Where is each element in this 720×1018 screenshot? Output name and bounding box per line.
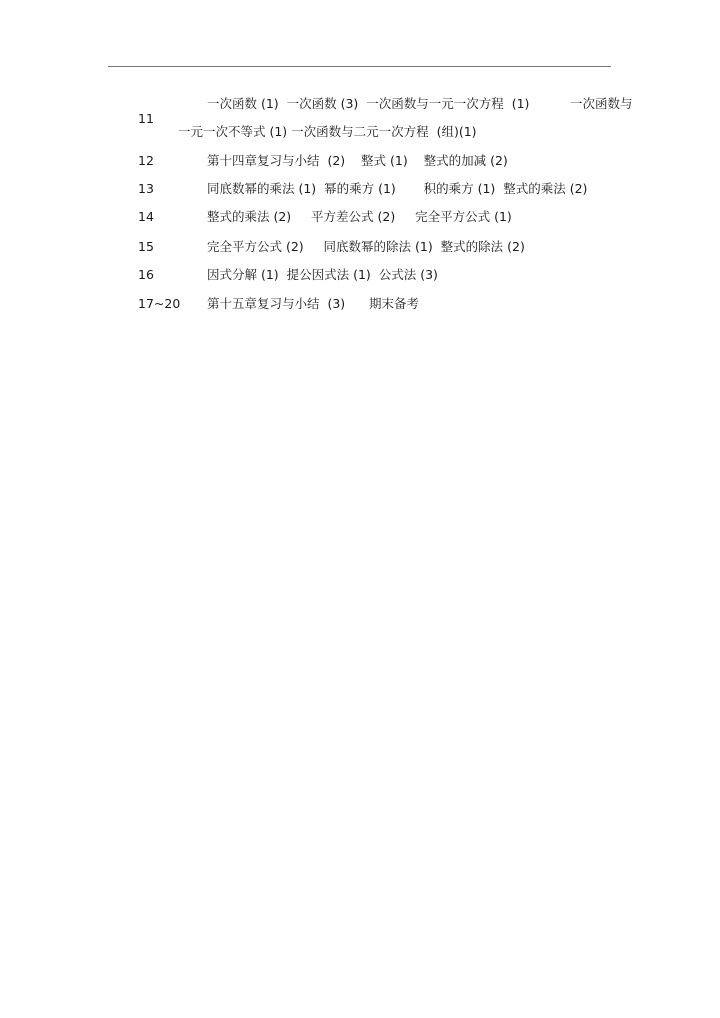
week-content: 同底数幂的乘法 (1) 幂的乘方 (1) 积的乘方 (1) 整式的乘法 (2)	[207, 181, 588, 196]
week-content-line-1-end: 一次函数与	[570, 96, 633, 111]
week-number: 13	[138, 181, 154, 196]
week-content: 第十五章复习与小结 (3) 期末备考	[207, 296, 419, 311]
week-content: 因式分解 (1) 提公因式法 (1) 公式法 (3)	[207, 267, 438, 282]
week-content: 整式的乘法 (2) 平方差公式 (2) 完全平方公式 (1)	[207, 209, 512, 224]
week-content-line-1: 一次函数 (1) 一次函数 (3) 一次函数与一元一次方程 (1)	[207, 96, 530, 111]
week-number: 16	[138, 267, 154, 282]
week-content: 第十四章复习与小结 (2) 整式 (1) 整式的加减 (2)	[207, 153, 508, 168]
week-number: 11	[138, 111, 154, 126]
week-number: 17~20	[138, 296, 181, 311]
week-number: 12	[138, 153, 154, 168]
week-number: 15	[138, 239, 154, 254]
week-content: 完全平方公式 (2) 同底数幂的除法 (1) 整式的除法 (2)	[207, 239, 525, 254]
week-content-line-2: 一元一次不等式 (1) 一次函数与二元一次方程 (组)(1)	[178, 124, 477, 139]
header-rule	[108, 66, 611, 67]
week-number: 14	[138, 209, 154, 224]
